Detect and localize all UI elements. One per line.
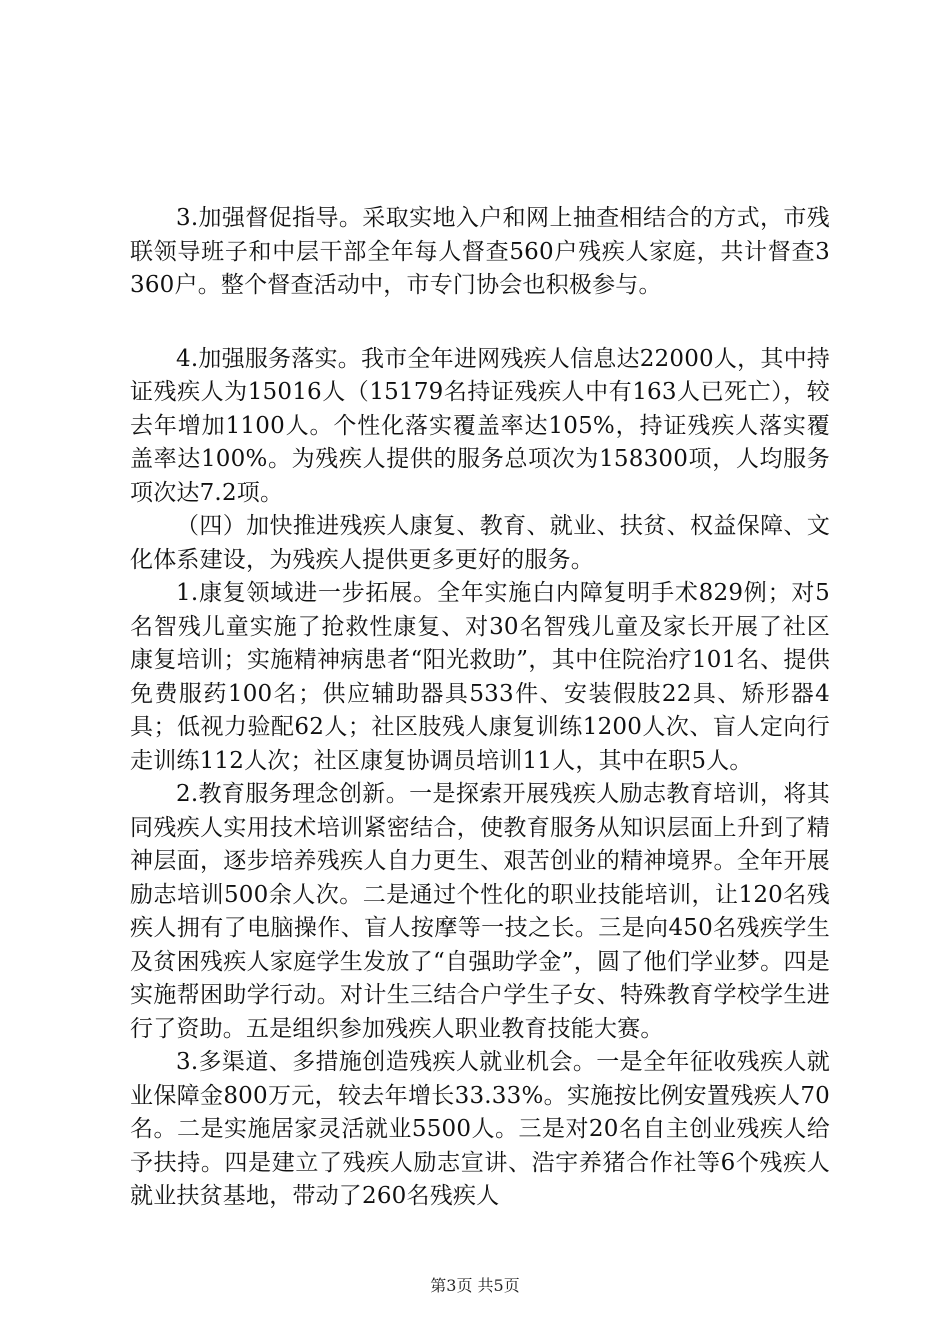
paragraph-service-implementation: 4.加强服务落实。我市全年进网残疾人信息达22000人，其中持证残疾人为15016人（15179名持证残疾人中有163人已死亡），较去年增加1100人。个性化落实覆盖率达105%，持证残疾人落实覆盖率达100%。为残疾人提供的服务总项次为158300项，人均服务项次达7.2项。 xyxy=(130,345,830,506)
paragraph-education: 2.教育服务理念创新。一是探索开展残疾人励志教育培训，将其同残疾人实用技术培训紧密结合，使教育服务从知识层面上升到了精神层面，逐步培养残疾人自力更生、艰苦创业的精神境界。全年开展励志培训500余人次。二是通过个性化的职业技能培训，让120名残疾人拥有了电脑操作、盲人按摩等一技之长。三是向450名残疾学生及贫困残疾人家庭学生发放了“自强助学金”，圆了他们学业梦。四是实施帮困助学行动。对计生三结合户学生子女、特殊教育学校学生进行了资助。五是组织参加残疾人职业教育技能大赛。 xyxy=(130,781,830,1042)
section-heading-four: （四）加快推进残疾人康复、教育、就业、扶贫、权益保障、文化体系建设，为残疾人提供更多更好的服务。 xyxy=(130,513,830,573)
paragraph-rehabilitation: 1.康复领域进一步拓展。全年实施白内障复明手术829例；对5名智残儿童实施了抢救性康复、对30名智残儿童及家长开展了社区康复培训；实施精神病患者“阳光救助”，其中住院治疗101名、提供免费服药100名；供应辅助器具533件、安装假肢22具、矫形器4具；低视力验配62人；社区肢残人康复训练1200人次、盲人定向行走训练112人次；社区康复协调员培训11人，其中在职5人。 xyxy=(130,580,830,774)
paragraph-supervision: 3.加强督促指导。采取实地入户和网上抽查相结合的方式，市残联领导班子和中层干部全年每人督查560户残疾人家庭，共计督查3360户。整个督查活动中，市专门协会也积极参与。 xyxy=(130,205,830,298)
document-body xyxy=(130,202,830,1214)
paragraph-employment: 3.多渠道、多措施创造残疾人就业机会。一是全年征收残疾人就业保障金800万元，较去年增长33.33%。实施按比例安置残疾人70名。二是实施居家灵活就业5500人。三是对20名自主创业残疾人给予扶持。四是建立了残疾人励志宣讲、浩宇养猪合作社等6个残疾人就业扶贫基地，带动了260名残疾人 xyxy=(130,1049,830,1209)
paragraph-gap xyxy=(130,303,830,343)
page-footer: 第3页 共5页 xyxy=(430,1276,520,1295)
